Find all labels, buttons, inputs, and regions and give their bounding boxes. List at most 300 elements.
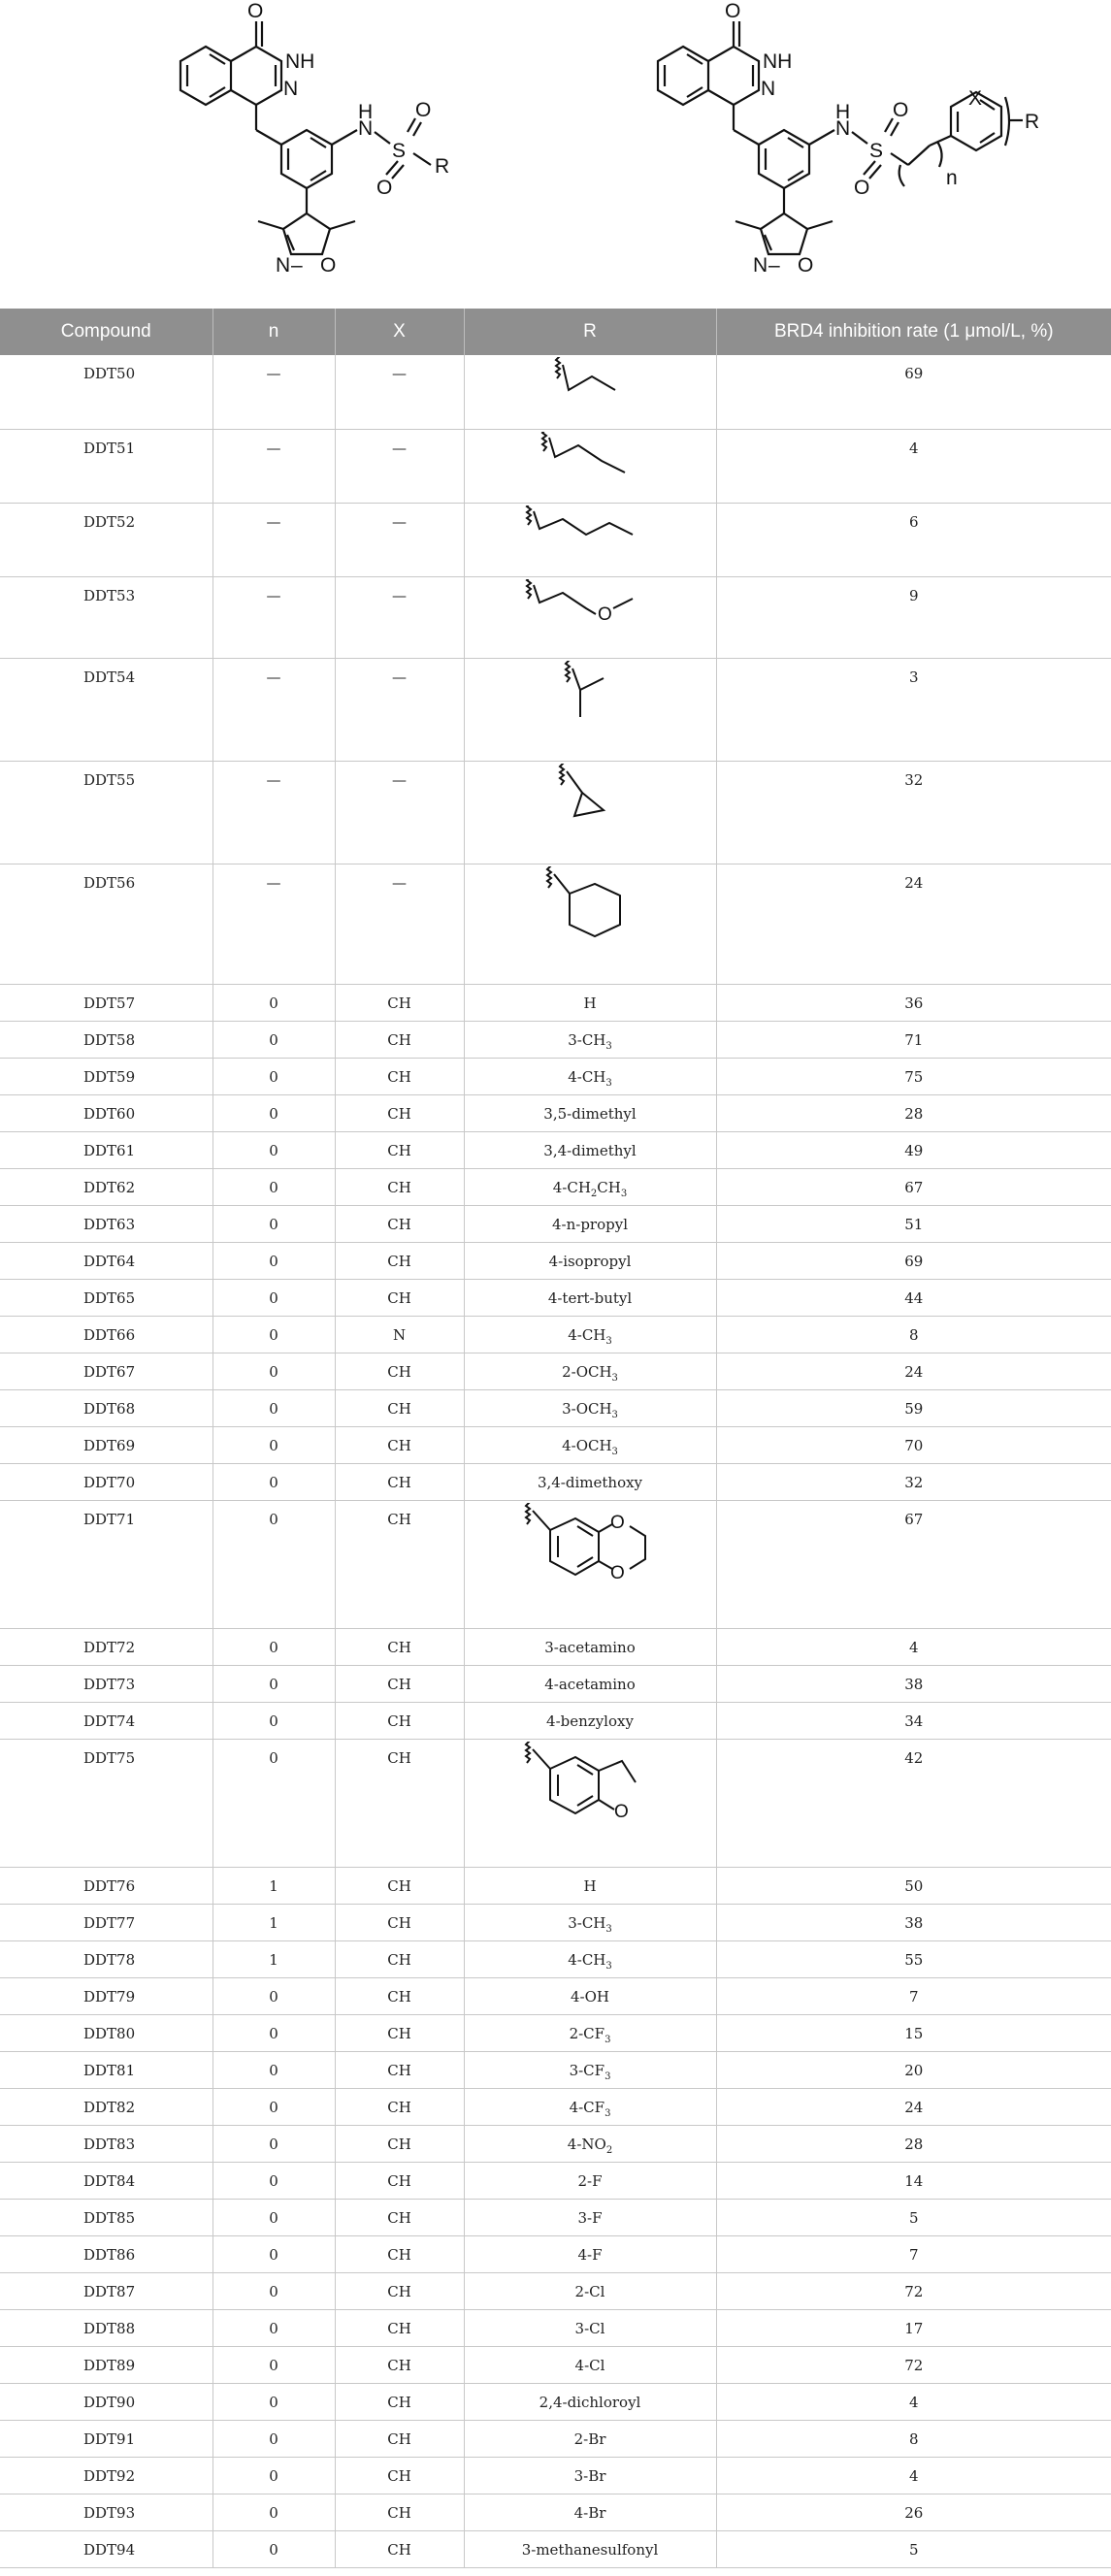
cell-compound: DDT70 xyxy=(0,1463,212,1500)
cell-r: H xyxy=(464,984,716,1021)
cell-n: 0 xyxy=(212,1131,335,1168)
cell-inhibition-rate: 9 xyxy=(716,576,1111,658)
cell-x: CH xyxy=(335,1389,464,1426)
cell-n: 0 xyxy=(212,1977,335,2014)
cell-r: $2-OCH_3$ xyxy=(464,1353,716,1389)
cell-r-structure xyxy=(464,761,716,864)
table-row xyxy=(0,864,1111,984)
cell-n: 0 xyxy=(212,2014,335,2051)
table-header-row xyxy=(0,309,1111,355)
cell-n: 0 xyxy=(212,1021,335,1058)
table-row xyxy=(0,1389,1111,1426)
table-row xyxy=(0,2383,1111,2420)
cell-r-structure xyxy=(464,658,716,761)
svg-text:–: – xyxy=(291,254,303,277)
cell-compound: DDT83 xyxy=(0,2125,212,2162)
cell-x: — xyxy=(335,429,464,503)
cell-inhibition-rate: 24 xyxy=(716,2088,1111,2125)
atom-nh: NH xyxy=(763,50,793,73)
header-compound: Compound xyxy=(0,309,212,355)
r-group-structure-methoxyethyl xyxy=(512,579,668,630)
r-group-structure-cyclopropyl xyxy=(532,764,648,835)
atom-o-carbonyl: O xyxy=(247,0,264,22)
atom-o1: O xyxy=(893,99,909,121)
cell-r: $4-CF_3$ xyxy=(464,2088,716,2125)
table-row xyxy=(0,1131,1111,1168)
cell-x: CH xyxy=(335,2199,464,2235)
table-row xyxy=(0,2346,1111,2383)
cell-inhibition-rate: 32 xyxy=(716,761,1111,864)
cell-inhibition-rate: 28 xyxy=(716,1094,1111,1131)
atom-iso-o: O xyxy=(798,254,814,277)
cell-x: CH xyxy=(335,2309,464,2346)
atom-n-index: n xyxy=(946,167,958,189)
cell-r: 3,5-dimethyl xyxy=(464,1094,716,1131)
cell-inhibition-rate: 7 xyxy=(716,2235,1111,2272)
cell-x: CH xyxy=(335,984,464,1021)
atom-r: R xyxy=(1025,111,1040,133)
cell-n: 0 xyxy=(212,1353,335,1389)
cell-r: 4-F xyxy=(464,2235,716,2272)
cell-inhibition-rate: 36 xyxy=(716,984,1111,1021)
cell-inhibition-rate: 6 xyxy=(716,503,1111,576)
table-row xyxy=(0,1702,1111,1739)
cell-x: CH xyxy=(335,2530,464,2567)
atom-o-carbonyl: O xyxy=(725,0,741,22)
cell-r: $4-CH_3$ xyxy=(464,1058,716,1094)
cell-inhibition-rate: 51 xyxy=(716,1205,1111,1242)
svg-text:O: O xyxy=(610,1562,625,1583)
cell-n: 0 xyxy=(212,1739,335,1867)
atom-s: S xyxy=(869,140,884,162)
cell-inhibition-rate: 8 xyxy=(716,2420,1111,2457)
table-row xyxy=(0,1628,1111,1665)
cell-compound: DDT89 xyxy=(0,2346,212,2383)
cell-inhibition-rate: 72 xyxy=(716,2272,1111,2309)
cell-n: 0 xyxy=(212,2162,335,2199)
cell-compound: DDT76 xyxy=(0,1867,212,1904)
cell-n: 0 xyxy=(212,1426,335,1463)
cell-x: CH xyxy=(335,2272,464,2309)
table-row xyxy=(0,355,1111,429)
svg-text:O: O xyxy=(598,603,612,625)
cell-inhibition-rate: 5 xyxy=(716,2530,1111,2567)
cell-x: CH xyxy=(335,1426,464,1463)
cell-inhibition-rate: 17 xyxy=(716,2309,1111,2346)
cell-r: $3-OCH_3$ xyxy=(464,1389,716,1426)
cell-inhibition-rate: 55 xyxy=(716,1940,1111,1977)
cell-r-structure xyxy=(464,429,716,503)
cell-r-structure xyxy=(464,864,716,984)
atom-sulfonamide-n: N xyxy=(835,117,851,140)
cell-compound: DDT53 xyxy=(0,576,212,658)
header-n: n xyxy=(212,309,335,355)
table-row xyxy=(0,2272,1111,2309)
cell-n: 0 xyxy=(212,984,335,1021)
cell-n: 1 xyxy=(212,1940,335,1977)
cell-x: CH xyxy=(335,2162,464,2199)
atom-sulfonamide-n: N xyxy=(358,117,374,140)
r-group-structure-dihydrobenzofuran xyxy=(507,1742,672,1848)
cell-n: — xyxy=(212,761,335,864)
cell-compound: DDT87 xyxy=(0,2272,212,2309)
cell-compound: DDT50 xyxy=(0,355,212,429)
cell-x: CH xyxy=(335,2420,464,2457)
cell-inhibition-rate: 70 xyxy=(716,1426,1111,1463)
cell-inhibition-rate: 69 xyxy=(716,1242,1111,1279)
cell-inhibition-rate: 14 xyxy=(716,2162,1111,2199)
cell-compound: DDT94 xyxy=(0,2530,212,2567)
cell-n: 0 xyxy=(212,2309,335,2346)
cell-r: $3-CH_3$ xyxy=(464,1904,716,1940)
cell-x: CH xyxy=(335,1094,464,1131)
cell-x: CH xyxy=(335,1628,464,1665)
table-row xyxy=(0,1977,1111,2014)
cell-r: 4-n-propyl xyxy=(464,1205,716,1242)
cell-inhibition-rate: 3 xyxy=(716,658,1111,761)
atom-nh: NH xyxy=(285,50,315,73)
table-row xyxy=(0,2420,1111,2457)
cell-x: CH xyxy=(335,1168,464,1205)
atom-n: N xyxy=(283,78,299,100)
table-row xyxy=(0,2014,1111,2051)
cell-compound: DDT62 xyxy=(0,1168,212,1205)
svg-text:O: O xyxy=(614,1801,629,1822)
cell-x: CH xyxy=(335,1977,464,2014)
cell-r: 4-tert-butyl xyxy=(464,1279,716,1316)
cell-inhibition-rate: 4 xyxy=(716,2457,1111,2494)
cell-compound: DDT66 xyxy=(0,1316,212,1353)
cell-compound: DDT54 xyxy=(0,658,212,761)
cell-inhibition-rate: 38 xyxy=(716,1665,1111,1702)
table-row xyxy=(0,1739,1111,1867)
cell-n: 0 xyxy=(212,2383,335,2420)
atom-iso-n: N xyxy=(753,254,768,277)
table-row xyxy=(0,761,1111,864)
cell-inhibition-rate: 49 xyxy=(716,1131,1111,1168)
scaffold-2-structure xyxy=(658,0,1039,277)
cell-x: — xyxy=(335,658,464,761)
cell-x: CH xyxy=(335,1353,464,1389)
cell-n: 0 xyxy=(212,1279,335,1316)
cell-x: CH xyxy=(335,2125,464,2162)
cell-x: CH xyxy=(335,1058,464,1094)
cell-compound: DDT77 xyxy=(0,1904,212,1940)
cell-compound: DDT80 xyxy=(0,2014,212,2051)
cell-x: CH xyxy=(335,1904,464,1940)
cell-x: CH xyxy=(335,2383,464,2420)
cell-compound: DDT92 xyxy=(0,2457,212,2494)
table-row xyxy=(0,1168,1111,1205)
cell-compound: DDT64 xyxy=(0,1242,212,1279)
cell-compound: DDT73 xyxy=(0,1665,212,1702)
cell-inhibition-rate: 75 xyxy=(716,1058,1111,1094)
cell-x: CH xyxy=(335,2346,464,2383)
cell-x: CH xyxy=(335,1131,464,1168)
atom-sulfonamide-h: H xyxy=(835,101,851,123)
cell-x: CH xyxy=(335,1242,464,1279)
cell-inhibition-rate: 28 xyxy=(716,2125,1111,2162)
cell-n: 0 xyxy=(212,2272,335,2309)
cell-compound: DDT51 xyxy=(0,429,212,503)
table-row xyxy=(0,1904,1111,1940)
cell-n: 0 xyxy=(212,2125,335,2162)
cell-compound: DDT85 xyxy=(0,2199,212,2235)
cell-inhibition-rate: 24 xyxy=(716,864,1111,984)
table-row xyxy=(0,1500,1111,1628)
cell-n: — xyxy=(212,864,335,984)
cell-compound: DDT67 xyxy=(0,1353,212,1389)
r-group-structure-cyclohexyl xyxy=(527,866,653,963)
cell-inhibition-rate: 44 xyxy=(716,1279,1111,1316)
atom-x: X xyxy=(968,87,983,110)
cell-n: 0 xyxy=(212,1205,335,1242)
cell-n: 0 xyxy=(212,1168,335,1205)
atom-iso-n: N xyxy=(276,254,291,277)
cell-n: 0 xyxy=(212,2088,335,2125)
table-row xyxy=(0,503,1111,576)
cell-r: H xyxy=(464,1867,716,1904)
cell-compound: DDT84 xyxy=(0,2162,212,2199)
cell-n: — xyxy=(212,429,335,503)
cell-inhibition-rate: 67 xyxy=(716,1168,1111,1205)
cell-n: 1 xyxy=(212,1904,335,1940)
table-row xyxy=(0,1426,1111,1463)
cell-n: 0 xyxy=(212,1242,335,1279)
atom-iso-o: O xyxy=(320,254,337,277)
cell-compound: DDT75 xyxy=(0,1739,212,1867)
cell-compound: DDT82 xyxy=(0,2088,212,2125)
cell-n: — xyxy=(212,576,335,658)
table-row xyxy=(0,658,1111,761)
table-row xyxy=(0,1463,1111,1500)
cell-x: CH xyxy=(335,2014,464,2051)
cell-x: CH xyxy=(335,1702,464,1739)
cell-n: 0 xyxy=(212,1094,335,1131)
cell-r: $4-OCH_3$ xyxy=(464,1426,716,1463)
cell-r: 4-OH xyxy=(464,1977,716,2014)
cell-x: CH xyxy=(335,1665,464,1702)
cell-r-structure xyxy=(464,503,716,576)
cell-r: $3-CF_3$ xyxy=(464,2051,716,2088)
cell-x: CH xyxy=(335,1867,464,1904)
header-x: X xyxy=(335,309,464,355)
atom-r: R xyxy=(435,155,450,178)
cell-r: 3-acetamino xyxy=(464,1628,716,1665)
table-row xyxy=(0,984,1111,1021)
cell-n: 1 xyxy=(212,1867,335,1904)
r-group-structure-butyl xyxy=(512,505,668,556)
cell-n: 0 xyxy=(212,2346,335,2383)
cell-compound: DDT90 xyxy=(0,2383,212,2420)
table-row xyxy=(0,2162,1111,2199)
atom-o1: O xyxy=(415,99,432,121)
cell-compound: DDT78 xyxy=(0,1940,212,1977)
cell-n: — xyxy=(212,503,335,576)
cell-compound: DDT72 xyxy=(0,1628,212,1665)
cell-r: 4-Cl xyxy=(464,2346,716,2383)
cell-inhibition-rate: 26 xyxy=(716,2494,1111,2530)
cell-n: 0 xyxy=(212,2420,335,2457)
cell-n: 0 xyxy=(212,1316,335,1353)
cell-inhibition-rate: 32 xyxy=(716,1463,1111,1500)
cell-compound: DDT74 xyxy=(0,1702,212,1739)
cell-r: 3-methanesulfonyl xyxy=(464,2530,716,2567)
cell-x: — xyxy=(335,355,464,429)
cell-r: $4-CH_2CH_3$ xyxy=(464,1168,716,1205)
cell-inhibition-rate: 42 xyxy=(716,1739,1111,1867)
table-row xyxy=(0,2199,1111,2235)
cell-x: CH xyxy=(335,1463,464,1500)
table-row xyxy=(0,1205,1111,1242)
cell-inhibition-rate: 4 xyxy=(716,2383,1111,2420)
header-inhibition-rate: BRD4 inhibition rate (1 μmol/L, %) xyxy=(716,309,1111,355)
cell-inhibition-rate: 4 xyxy=(716,1628,1111,1665)
cell-n: 0 xyxy=(212,2530,335,2567)
cell-compound: DDT59 xyxy=(0,1058,212,1094)
cell-r: 4-acetamino xyxy=(464,1665,716,1702)
cell-compound: DDT93 xyxy=(0,2494,212,2530)
cell-n: 0 xyxy=(212,1702,335,1739)
cell-inhibition-rate: 69 xyxy=(716,355,1111,429)
r-group-structure-ethyl xyxy=(532,357,648,408)
table-row xyxy=(0,2088,1111,2125)
cell-inhibition-rate: 34 xyxy=(716,1702,1111,1739)
cell-inhibition-rate: 15 xyxy=(716,2014,1111,2051)
cell-n: — xyxy=(212,658,335,761)
table-row xyxy=(0,1665,1111,1702)
cell-x: CH xyxy=(335,1940,464,1977)
cell-inhibition-rate: 59 xyxy=(716,1389,1111,1426)
cell-r-structure xyxy=(464,355,716,429)
cell-inhibition-rate: 38 xyxy=(716,1904,1111,1940)
cell-r: 3,4-dimethoxy xyxy=(464,1463,716,1500)
cell-x: CH xyxy=(335,2088,464,2125)
svg-text:O: O xyxy=(610,1512,625,1533)
cell-compound: DDT52 xyxy=(0,503,212,576)
atom-o2: O xyxy=(854,177,870,199)
cell-n: 0 xyxy=(212,1500,335,1628)
cell-r: 3-Br xyxy=(464,2457,716,2494)
atom-sulfonamide-h: H xyxy=(358,101,374,123)
cell-compound: DDT57 xyxy=(0,984,212,1021)
cell-x: — xyxy=(335,576,464,658)
cell-r: $4-CH_3$ xyxy=(464,1316,716,1353)
cell-compound: DDT65 xyxy=(0,1279,212,1316)
cell-r: 2,4-dichloroyl xyxy=(464,2383,716,2420)
cell-r-structure xyxy=(464,1500,716,1628)
table-row xyxy=(0,1940,1111,1977)
cell-r: 2-Cl xyxy=(464,2272,716,2309)
cell-compound: DDT69 xyxy=(0,1426,212,1463)
cell-inhibition-rate: 8 xyxy=(716,1316,1111,1353)
cell-n: 0 xyxy=(212,1463,335,1500)
scaffold-1-structure xyxy=(180,0,449,277)
cell-r: 3-F xyxy=(464,2199,716,2235)
cell-n: 0 xyxy=(212,1058,335,1094)
table-row xyxy=(0,2051,1111,2088)
cell-x: CH xyxy=(335,2235,464,2272)
cell-inhibition-rate: 20 xyxy=(716,2051,1111,2088)
cell-inhibition-rate: 7 xyxy=(716,1977,1111,2014)
cell-n: 0 xyxy=(212,2235,335,2272)
table-row xyxy=(0,1279,1111,1316)
cell-x: CH xyxy=(335,1500,464,1628)
cell-n: 0 xyxy=(212,2494,335,2530)
table-row xyxy=(0,576,1111,658)
cell-inhibition-rate: 4 xyxy=(716,429,1111,503)
cell-r: 4-Br xyxy=(464,2494,716,2530)
cell-x: — xyxy=(335,761,464,864)
cell-r: 2-Br xyxy=(464,2420,716,2457)
atom-o2: O xyxy=(376,177,393,199)
cell-compound: DDT91 xyxy=(0,2420,212,2457)
cell-n: 0 xyxy=(212,2457,335,2494)
cell-x: — xyxy=(335,503,464,576)
cell-x: CH xyxy=(335,2494,464,2530)
r-group-structure-propyl xyxy=(522,432,658,482)
scaffold-figure xyxy=(0,0,1111,309)
cell-r: 3,4-dimethyl xyxy=(464,1131,716,1168)
cell-compound: DDT61 xyxy=(0,1131,212,1168)
cell-compound: DDT56 xyxy=(0,864,212,984)
cell-compound: DDT63 xyxy=(0,1205,212,1242)
cell-compound: DDT88 xyxy=(0,2309,212,2346)
cell-inhibition-rate: 50 xyxy=(716,1867,1111,1904)
table-row xyxy=(0,2457,1111,2494)
cell-x: CH xyxy=(335,1021,464,1058)
cell-r-structure xyxy=(464,1739,716,1867)
cell-compound: DDT71 xyxy=(0,1500,212,1628)
r-group-structure-benzodioxane xyxy=(507,1503,672,1610)
table-row xyxy=(0,2309,1111,2346)
cell-inhibition-rate: 72 xyxy=(716,2346,1111,2383)
cell-compound: DDT86 xyxy=(0,2235,212,2272)
cell-inhibition-rate: 67 xyxy=(716,1500,1111,1628)
atom-s: S xyxy=(392,140,407,162)
table-row xyxy=(0,2235,1111,2272)
cell-compound: DDT55 xyxy=(0,761,212,864)
cell-r: 2-F xyxy=(464,2162,716,2199)
r-group-structure-isopropyl xyxy=(532,661,648,733)
cell-x: — xyxy=(335,864,464,984)
table-row xyxy=(0,1353,1111,1389)
cell-compound: DDT79 xyxy=(0,1977,212,2014)
cell-n: 0 xyxy=(212,2051,335,2088)
atom-n: N xyxy=(761,78,776,100)
table-row xyxy=(0,1316,1111,1353)
cell-n: 0 xyxy=(212,1628,335,1665)
cell-x: CH xyxy=(335,1739,464,1867)
cell-r: $4-NO_2$ xyxy=(464,2125,716,2162)
cell-x: CH xyxy=(335,1205,464,1242)
cell-compound: DDT81 xyxy=(0,2051,212,2088)
table-body xyxy=(0,355,1111,2567)
table-row xyxy=(0,2530,1111,2567)
cell-r: 4-benzyloxy xyxy=(464,1702,716,1739)
cell-r-structure xyxy=(464,576,716,658)
table-row xyxy=(0,1058,1111,1094)
cell-r: 4-isopropyl xyxy=(464,1242,716,1279)
table-row xyxy=(0,1242,1111,1279)
cell-x: CH xyxy=(335,1279,464,1316)
cell-x: N xyxy=(335,1316,464,1353)
cell-r: 3-Cl xyxy=(464,2309,716,2346)
sar-table xyxy=(0,309,1111,2568)
table-row xyxy=(0,1867,1111,1904)
table-row xyxy=(0,1094,1111,1131)
cell-x: CH xyxy=(335,2051,464,2088)
